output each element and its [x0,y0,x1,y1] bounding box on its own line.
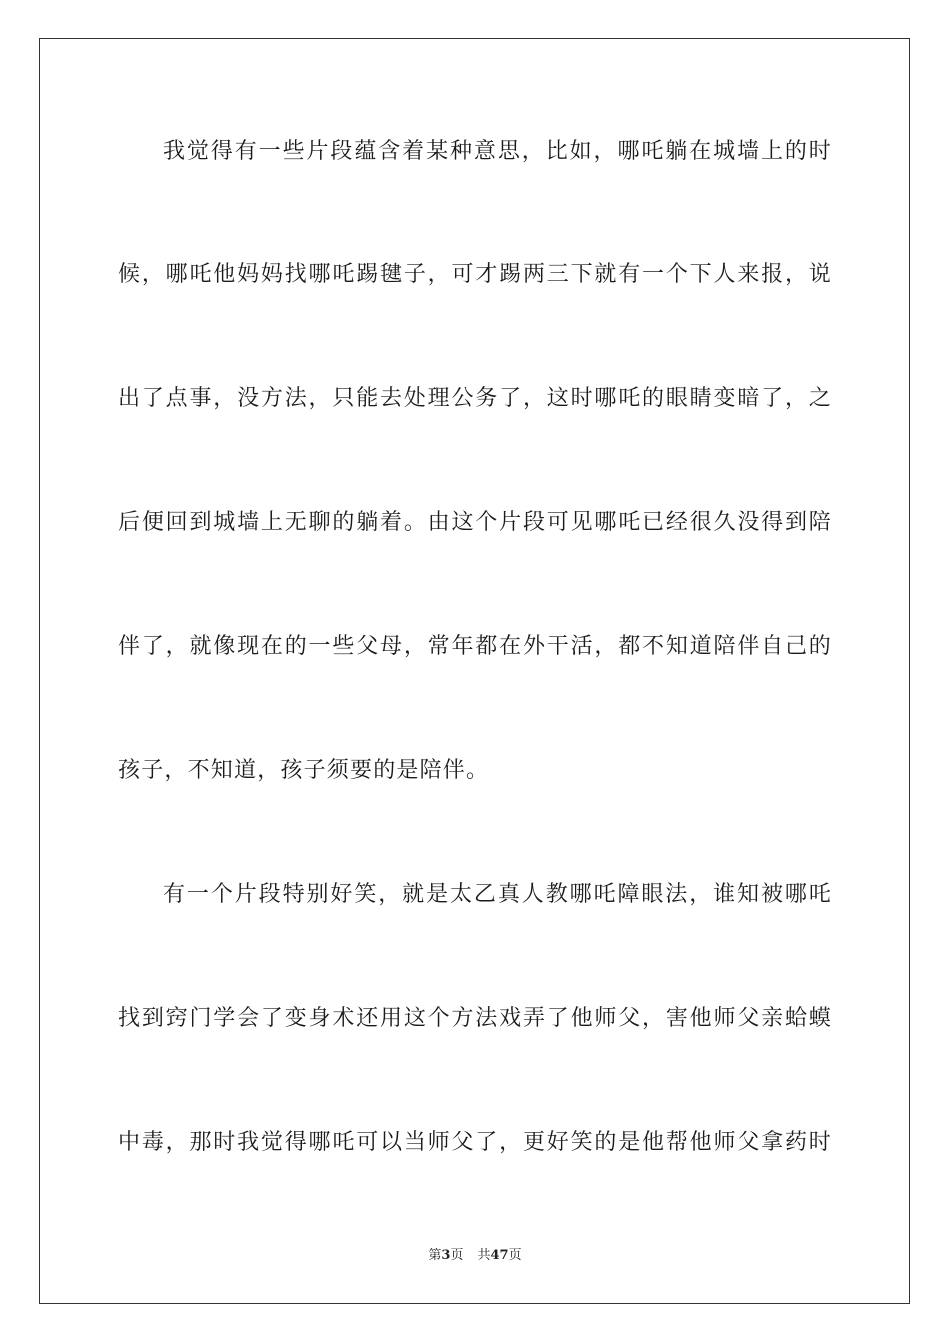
paragraph-line: 我觉得有一些片段蕴含着某种意思，比如，哪吒躺在城墙上的时 [163,139,832,164]
paragraph-line: 孩子，不知道，孩子须要的是陪伴。 [118,758,490,783]
page-border [39,38,910,1304]
paragraph-line: 出了点事，没方法，只能去处理公务了，这时哪吒的眼睛变暗了，之 [118,386,832,411]
paragraph-line: 找到窍门学会了变身术还用这个方法戏弄了他师父，害他师父亲蛤蟆 [118,1006,832,1031]
total-prefix: 共 [477,1248,491,1263]
paragraph-line: 后便回到城墙上无聊的躺着。由这个片段可见哪吒已经很久没得到陪 [118,510,832,535]
page-footer [0,1247,950,1265]
paragraph-line: 候，哪吒他妈妈找哪吒踢毽子，可才踢两三下就有一个下人来报，说 [118,262,832,287]
paragraph-line: 有一个片段特别好笑，就是太乙真人教哪吒障眼法，谁知被哪吒 [163,882,832,907]
page-number: 3 [441,1248,451,1263]
total-pages: 47 [490,1248,509,1263]
page-prefix: 第 [428,1248,442,1263]
page-suffix: 页 [450,1248,464,1263]
paragraph-line: 伴了，就像现在的一些父母，常年都在外干活，都不知道陪伴自己的 [118,634,832,659]
total-suffix: 页 [508,1248,522,1263]
paragraph-line: 中毒，那时我觉得哪吒可以当师父了，更好笑的是他帮他师父拿药时 [118,1130,832,1155]
